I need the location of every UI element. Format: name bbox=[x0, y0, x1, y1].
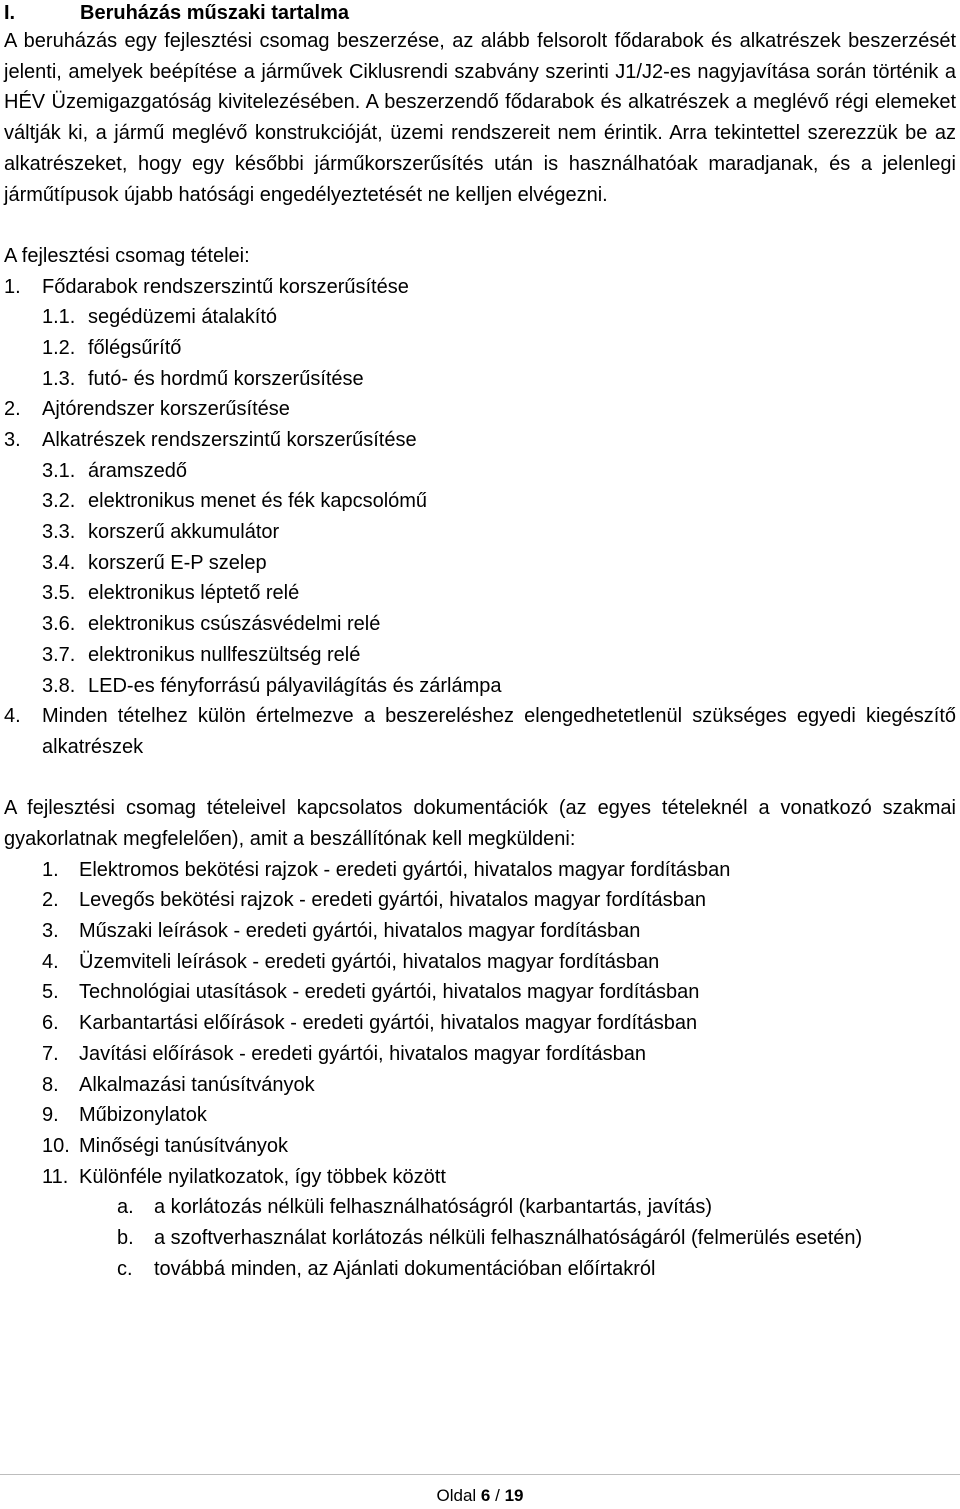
documentation-paragraph: A fejlesztési csomag tételeivel kapcsolatos dokumentációk (az egyes tételeknél a vonatkozó szakmai gyakorlatnak megfelelően), amit a beszállítónak kell megküldeni: bbox=[4, 797, 956, 851]
spacer bbox=[4, 210, 956, 241]
documentation-list bbox=[4, 855, 956, 1285]
section-title: Beruházás műszaki tartalma bbox=[80, 2, 350, 24]
list-item: 3.2. elektronikus menet és fék kapcsolómű bbox=[42, 490, 428, 513]
list-item: 1. Elektromos bekötési rajzok - eredeti gyártói, hivatalos magyar fordításban bbox=[42, 858, 731, 881]
package-label: A fejlesztési csomag tételei: bbox=[4, 244, 250, 267]
footer-divider bbox=[0, 1474, 960, 1475]
list-item: 4. Üzemviteli leírások - eredeti gyártói, hivatalos magyar fordításban bbox=[42, 950, 660, 973]
list-item: 3. Műszaki leírások - eredeti gyártói, hivatalos magyar fordításban bbox=[42, 920, 641, 943]
section-number: I. bbox=[4, 2, 16, 24]
list-item: 3.8. LED-es fényforrású pályavilágítás és zárlámpa bbox=[42, 674, 502, 697]
list-item: 1.2. főlégsűrítő bbox=[42, 336, 182, 359]
section-heading bbox=[4, 0, 956, 26]
package-list bbox=[4, 272, 956, 763]
list-item: 1.3. futó- és hordmű korszerűsítése bbox=[42, 367, 364, 390]
package-label-row bbox=[4, 241, 956, 272]
footer-total-pages: 19 bbox=[504, 1486, 524, 1505]
document-page bbox=[4, 0, 956, 1284]
list-item: 2. Levegős bekötési rajzok - eredeti gyártói, hivatalos magyar fordításban bbox=[42, 889, 707, 912]
list-item: c. továbbá minden, az Ajánlati dokumentációban előírtakról bbox=[117, 1257, 656, 1280]
list-item: 1.1. segédüzemi átalakító bbox=[42, 306, 278, 329]
list-item: 3.5. elektronikus léptető relé bbox=[42, 582, 300, 605]
list-item: 2. Ajtórendszer korszerűsítése bbox=[4, 398, 290, 421]
list-item: b. a szoftverhasználat korlátozás nélküli felhasználhatóságáról (felmerülés esetén) bbox=[117, 1226, 863, 1249]
list-item: 3.7. elektronikus nullfeszültség relé bbox=[42, 643, 361, 666]
list-item: 6. Karbantartási előírások - eredeti gyártói, hivatalos magyar fordításban bbox=[42, 1012, 698, 1035]
footer-separator: / bbox=[495, 1486, 500, 1505]
intro-paragraph: A beruházás egy fejlesztési csomag beszerzése, az alább felsorolt fődarabok és alkatrészek beszerzését jelenti, amelyek beépítése a járművek Ciklusrendi szabvány szerinti J1/J2-es nagyjavítása során történik a HÉV Üzemigazgatóság kivitelezésében. A beszerzendő fődarabok és alkatrészek a meglévő régi elemeket váltják ki, a jármű meglévő konstrukcióját, üzemi rendszereit nem érintik. Arra tekintettel szerezzük be az alkatrészeket, hogy egy későbbi járműkorszerűsítés után is használhatóak maradjanak, és a jelenlegi járműtípusok újabb hatósági engedélyeztetését ne kelljen elvégezni. bbox=[4, 30, 956, 206]
list-item: 3.4. korszerű E-P szelep bbox=[42, 551, 267, 574]
list-item: 1. Fődarabok rendszerszintű korszerűsítése bbox=[4, 275, 409, 298]
list-item: 5. Technológiai utasítások - eredeti gyártói, hivatalos magyar fordításban bbox=[42, 981, 700, 1004]
list-item: 3.3. korszerű akkumulátor bbox=[42, 521, 280, 544]
list-item: 3.1. áramszedő bbox=[42, 459, 187, 482]
spacer bbox=[4, 763, 956, 794]
list-item: a. a korlátozás nélküli felhasználhatóságról (karbantartás, javítás) bbox=[117, 1196, 713, 1219]
list-item: 9. Műbizonylatok bbox=[42, 1104, 207, 1127]
list-item: 10. Minőségi tanúsítványok bbox=[42, 1134, 289, 1157]
list-item: 3.6. elektronikus csúszásvédelmi relé bbox=[42, 613, 381, 636]
page-footer bbox=[0, 1484, 960, 1508]
list-item: 3. Alkatrészek rendszerszintű korszerűsítése bbox=[4, 429, 417, 452]
footer-page-label: Oldal bbox=[436, 1486, 477, 1505]
footer-current-page: 6 bbox=[480, 1486, 491, 1505]
list-item: 11. Különféle nyilatkozatok, így többek között bbox=[42, 1165, 446, 1188]
list-item: 8. Alkalmazási tanúsítványok bbox=[42, 1073, 315, 1096]
list-item: 4. Minden tételhez külön értelmezve a beszereléshez elengedhetetlenül szükséges egyedi kiegészítő alkatrészek bbox=[4, 705, 956, 758]
list-item: 7. Javítási előírások - eredeti gyártói, hivatalos magyar fordításban bbox=[42, 1042, 646, 1065]
